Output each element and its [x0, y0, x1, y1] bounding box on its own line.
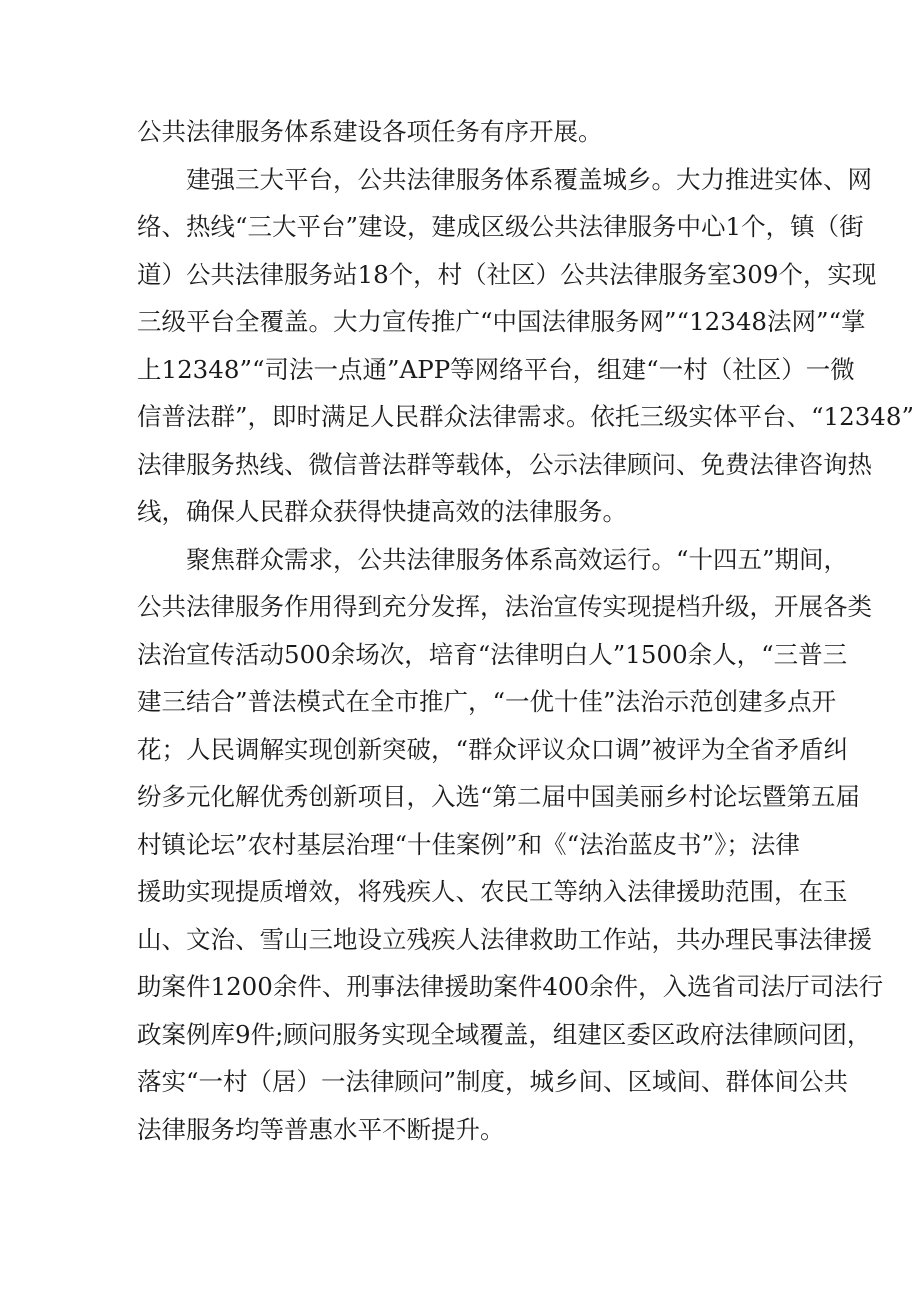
text-line: 三级平台全覆盖。大力宣传推广“中国法律服务网”“12348法网”“掌	[137, 307, 866, 336]
text-line: 援助实现提质增效，将残疾人、农民工等纳入法律援助范围，在玉	[137, 877, 848, 906]
text-line: 村镇论坛”农村基层治理“十佳案例”和《“法治蓝皮书”》；法律	[137, 829, 800, 859]
text-line: 公共法律服务作用得到充分发挥，法治宣传实现提档升级，开展各类	[137, 592, 872, 621]
text-line: 山、文治、雪山三地设立残疾人法律救助工作站，共办理民事法律援	[137, 924, 872, 954]
document-body	[137, 108, 915, 1153]
text-line: 落实“一村（居）一法律顾问”制度，城乡间、区域间、群体间公共	[137, 1067, 849, 1096]
text-line: 线，确保人民群众获得快捷高效的法律服务。	[137, 497, 627, 526]
text-line: 建强三大平台，公共法律服务体系覆盖城乡。大力推进实体、网	[186, 164, 872, 194]
text-line: 政案例库9件;顾问服务实现全域覆盖，组建区委区政府法律顾问团，	[137, 1019, 872, 1049]
text-line: 信普法群”，即时满足人民群众法律需求。依托三级实体平台、“12348”	[137, 402, 915, 431]
text-line: 助案件1200余件、刑事法律援助案件400余件，入选省司法厅司法行	[137, 972, 884, 1001]
text-line: 络、热线“三大平台”建设，建成区级公共法律服务中心1个，镇（街	[137, 212, 864, 241]
text-line: 法律服务热线、微信普法群等载体，公示法律顾问、免费法律咨询热	[137, 449, 872, 479]
text-line: 公共法律服务体系建设各项任务有序开展。	[137, 117, 603, 146]
text-line: 建三结合”普法模式在全市推广，“一优十佳”法治示范创建多点开	[137, 687, 837, 716]
text-line: 纷多元化解优秀创新项目，入选“第二届中国美丽乡村论坛暨第五届	[137, 782, 861, 811]
text-line: 上12348”“司法一点通”APP等网络平台，组建“一村（社区）一微	[137, 354, 855, 384]
text-line: 花；人民调解实现创新突破，“群众评议众口调”被评为全省矛盾纠	[137, 734, 849, 764]
text-line: 法治宣传活动500余场次，培育“法律明白人”1500余人，“三普三	[137, 639, 848, 669]
text-line: 法律服务均等普惠水平不断提升。	[137, 1114, 505, 1144]
text-line: 道）公共法律服务站18个，村（社区）公共法律服务室309个，实现	[137, 259, 877, 289]
text-line: 聚焦群众需求，公共法律服务体系高效运行。“十四五”期间，	[186, 544, 849, 574]
